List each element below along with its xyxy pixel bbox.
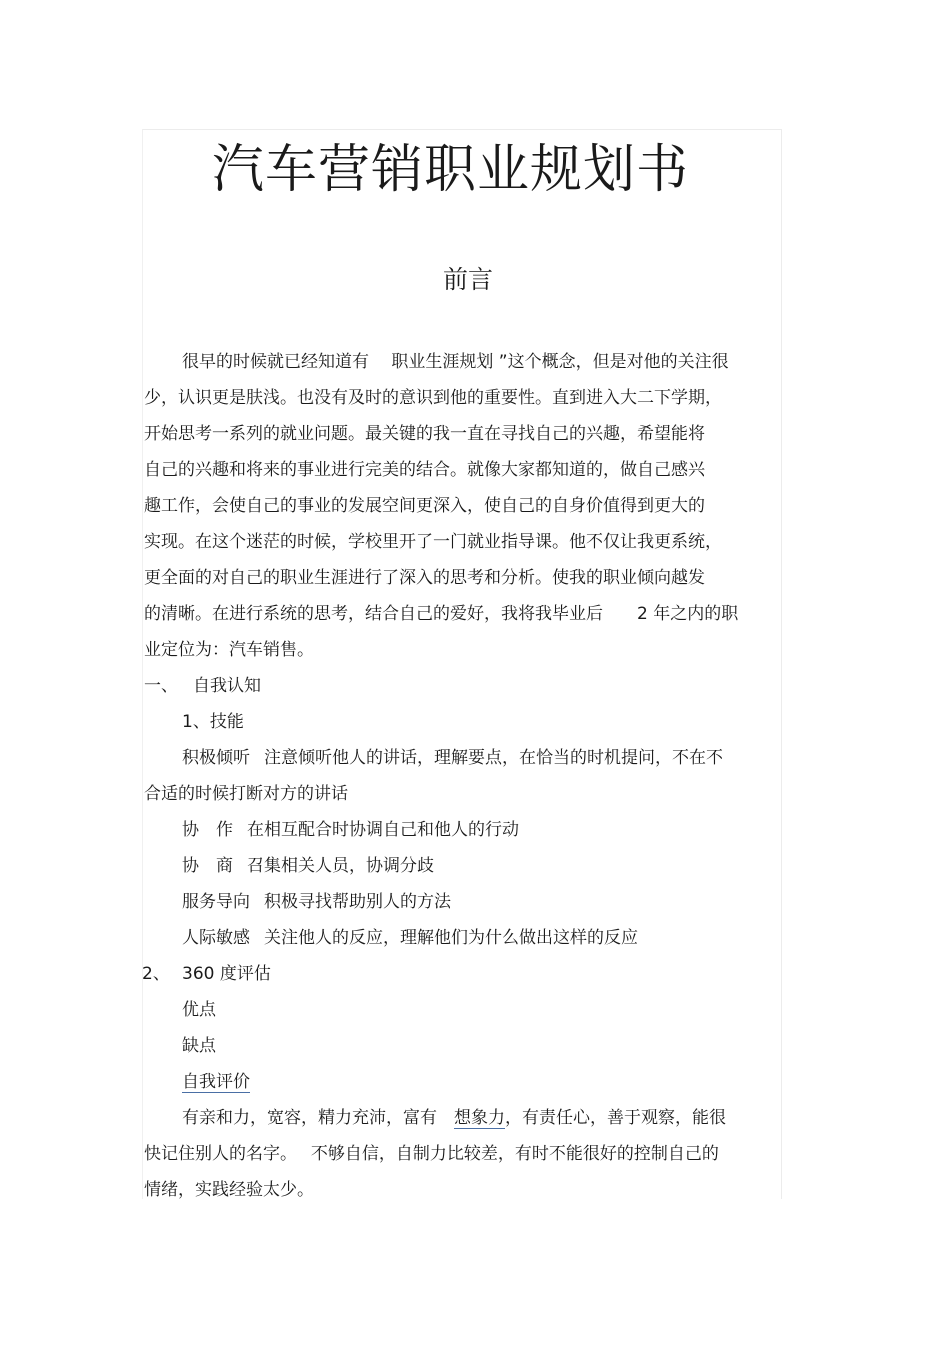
skill-name: 协 作 [182,820,233,840]
paragraph-line: 业定位为：汽车销售。 [144,640,314,660]
skill-item [144,740,784,776]
section-label: 自我认知 [193,676,261,696]
paragraph-line: 开始思考一系列的就业问题。最关键的我一直在寻找自己的兴趣，希望能将 [144,424,705,444]
section-label: 360 度评估 [182,964,271,984]
skill-name: 积极倾听 [182,748,250,768]
preface-heading: 前言 [442,265,493,294]
skill-item [144,848,784,884]
paragraph-line: 实现。在这个迷茫的时候，学校里开了一门就业指导课。他不仅让我更系统， [144,532,722,552]
paragraph-line: 的清晰。在进行系统的思考，结合自己的爱好，我将我毕业后 2 年之内的职 [144,604,739,624]
document-body [144,344,784,1208]
skill-item [144,812,784,848]
self-evaluation-line: 情绪，实践经验太少。 [144,1180,314,1200]
skill-desc: 关注他人的反应，理解他们为什么做出这样的反应 [264,928,638,948]
skill-name: 服务导向 [182,892,250,912]
self-evaluation-heading [144,1064,784,1100]
paragraph-line: 更全面的对自己的职业生涯进行了深入的思考和分析。使我的职业倾向越发 [144,568,705,588]
self-evaluation-line [144,1100,784,1136]
skill-desc: 召集相关人员，协调分歧 [247,856,434,876]
skill-desc: 积极寻找帮助别人的方法 [264,892,451,912]
paragraph-line: 很早的时候就已经知道有 职业生涯规划 ”这个概念，但是对他的关注很 [182,352,729,372]
skill-name: 人际敏感 [182,928,250,948]
text-span: 有亲和力，宽容，精力充沛，富有 [182,1108,454,1128]
skill-name: 协 商 [182,856,233,876]
imagination-link[interactable]: 想象力 [454,1108,505,1128]
skill-desc: 在相互配合时协调自己和他人的行动 [247,820,519,840]
skill-item-continuation: 合适的时候打断对方的讲话 [144,784,348,804]
section-heading-self-cognition [144,668,784,704]
skill-desc: 注意倾听他人的讲话，理解要点，在恰当的时机提问，不在不 [264,748,723,768]
section-heading-360-evaluation [142,956,784,992]
eval-item-strengths: 优点 [182,1000,216,1020]
section-number: 2、 [142,964,170,984]
document-title: 汽车营销职业规划书 [212,140,690,200]
section-number: 一、 [144,676,178,696]
skill-item [144,920,784,956]
skills-heading: 1、技能 [182,712,244,732]
text-span: ，有责任心，善于观察，能很 [505,1108,726,1128]
paragraph-line: 少，认识更是肤浅。也没有及时的意识到他的重要性。直到进入大二下学期， [144,388,722,408]
self-evaluation-link[interactable]: 自我评价 [182,1072,250,1092]
paragraph-line: 自己的兴趣和将来的事业进行完美的结合。就像大家都知道的，做自己感兴 [144,460,705,480]
self-evaluation-line: 快记住别人的名字。 不够自信，自制力比较差，有时不能很好的控制自己的 [144,1144,719,1164]
paragraph-line: 趣工作，会使自己的事业的发展空间更深入，使自己的自身价值得到更大的 [144,496,705,516]
skill-item [144,884,784,920]
eval-item-weaknesses: 缺点 [182,1036,216,1056]
